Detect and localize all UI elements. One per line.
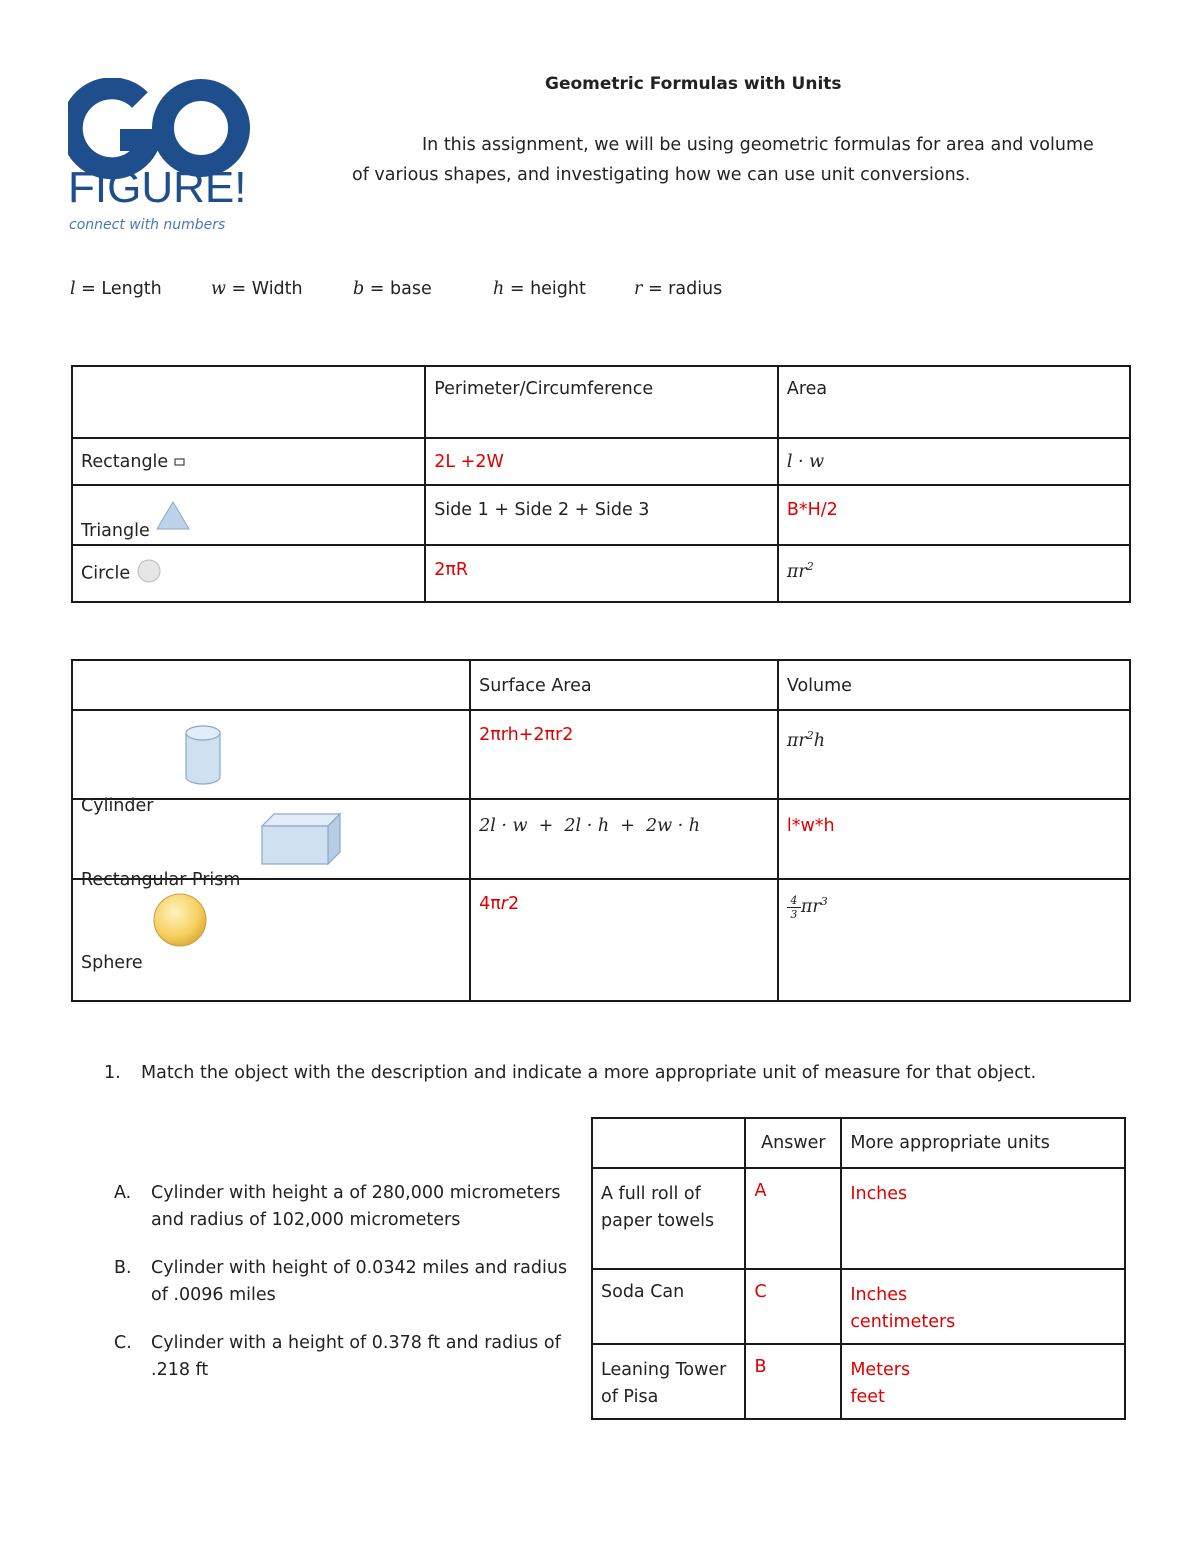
header-surface-area: Surface Area: [470, 660, 778, 710]
option-letter: A.: [114, 1183, 132, 1203]
header-cell: [72, 660, 470, 710]
table-row: [592, 1269, 1125, 1344]
shape-cell: [72, 710, 470, 816]
rectangle-icon: [174, 452, 186, 472]
intro-line-1: In this assignment, we will be using geometric formulas for area and volume: [422, 135, 1094, 155]
table-row: [72, 799, 1130, 879]
legend-length: l = Length: [70, 279, 162, 299]
header-cell: [592, 1118, 745, 1168]
answer-table: [591, 1117, 1126, 1420]
shape-cell: [72, 545, 425, 602]
list-item: [114, 1330, 584, 1384]
triangle-icon: [155, 500, 191, 537]
logo-icon: [68, 78, 258, 238]
units-cell: Inches centimeters: [841, 1269, 1125, 1344]
shape-cell: [72, 438, 425, 485]
shape-name: Cylinder: [81, 795, 154, 816]
surface-volume-table: [71, 659, 1131, 1002]
circle-icon: [136, 558, 162, 589]
table-header-row: [72, 366, 1130, 438]
legend-width: w = Width: [211, 279, 303, 299]
logo-tagline: connect with numbers: [69, 217, 226, 233]
header-perimeter: Perimeter/Circumference: [425, 366, 778, 438]
list-item: [114, 1180, 584, 1234]
shape-name: Triangle: [81, 520, 150, 541]
table-header-row: [72, 660, 1130, 710]
header-cell: [72, 366, 425, 438]
object-cell: Soda Can: [592, 1269, 745, 1344]
volume-cell: $\frac{4}{3}$ $\pi r^3$: [778, 879, 1130, 1001]
question-number: 1.: [104, 1063, 121, 1083]
option-text: Cylinder with height of 0.0342 miles and radius of .0096 miles: [151, 1258, 568, 1305]
table-row: [72, 545, 1130, 602]
table-header-row: [592, 1118, 1125, 1168]
options-list: [114, 1180, 584, 1405]
shape-cell: [72, 879, 470, 1001]
answer-cell: C: [745, 1269, 841, 1344]
fraction-numerator: 4: [790, 894, 798, 907]
option-text: Cylinder with height a of 280,000 micrometers and radius of 102,000 micrometers: [151, 1183, 561, 1230]
area-cell: B*H/2: [778, 485, 1130, 545]
legend-height: h = height: [493, 279, 586, 299]
table-row: [72, 879, 1130, 1001]
units-cell: Inches: [841, 1168, 1125, 1269]
surface-area-cell: 4πr2: [470, 879, 778, 1001]
option-letter: B.: [114, 1258, 132, 1278]
shape-cell: [72, 485, 425, 545]
header-units: More appropriate units: [841, 1118, 1125, 1168]
units-cell: Meters feet: [841, 1344, 1125, 1419]
cylinder-icon: [183, 723, 223, 792]
header-area: Area: [778, 366, 1130, 438]
shape-name: Rectangle: [81, 452, 169, 472]
volume-cell: l*w*h: [778, 799, 1130, 879]
header-volume: Volume: [778, 660, 1130, 710]
answer-cell: B: [745, 1344, 841, 1419]
surface-area-cell: 2πrh+2πr2: [470, 710, 778, 799]
option-text: Cylinder with a height of 0.378 ft and radius of .218 ft: [151, 1333, 561, 1380]
object-cell: Leaning Tower of Pisa: [592, 1344, 745, 1419]
table-row: [72, 710, 1130, 799]
list-item: [114, 1255, 584, 1309]
table-row: [72, 485, 1130, 545]
intro-line-2: of various shapes, and investigating how we can use unit conversions.: [352, 165, 971, 185]
table-row: [592, 1168, 1125, 1269]
answer-cell: A: [745, 1168, 841, 1269]
go-figure-logo: [68, 78, 258, 238]
surface-area-cell: 2l · w + 2l · h + 2w · h: [470, 799, 778, 879]
logo-word2: FIGURE!: [68, 163, 247, 212]
perimeter-cell: Side 1 + Side 2 + Side 3: [425, 485, 778, 545]
question-text: Match the object with the description and indicate a more appropriate unit of measure for that object.: [141, 1063, 1037, 1083]
shape-name: Circle: [81, 563, 131, 584]
table-row: [72, 438, 1130, 485]
rectangular-prism-icon: [260, 812, 342, 871]
legend-radius: r = radius: [634, 279, 723, 299]
area-cell: $\pi r^2$: [778, 545, 1130, 602]
table-row: [592, 1344, 1125, 1419]
area-cell: l · w: [778, 438, 1130, 485]
question-1: [104, 1063, 1036, 1083]
object-cell: A full roll of paper towels: [592, 1168, 745, 1269]
option-letter: C.: [114, 1333, 132, 1353]
shape-name: Rectangular Prism: [81, 869, 241, 890]
header-answer: Answer: [745, 1118, 841, 1168]
page-title: Geometric Formulas with Units: [545, 74, 842, 94]
shape-name: Sphere: [81, 952, 143, 973]
perimeter-cell: 2L +2W: [425, 438, 778, 485]
perimeter-cell: 2πR: [425, 545, 778, 602]
volume-cell: $\pi r^2h$: [778, 710, 1130, 799]
legend-base: b = base: [353, 279, 432, 299]
sphere-icon: [152, 892, 208, 953]
fraction-denominator: 3: [787, 907, 801, 921]
intro-paragraph: [352, 130, 1142, 190]
perimeter-area-table: [71, 365, 1131, 603]
